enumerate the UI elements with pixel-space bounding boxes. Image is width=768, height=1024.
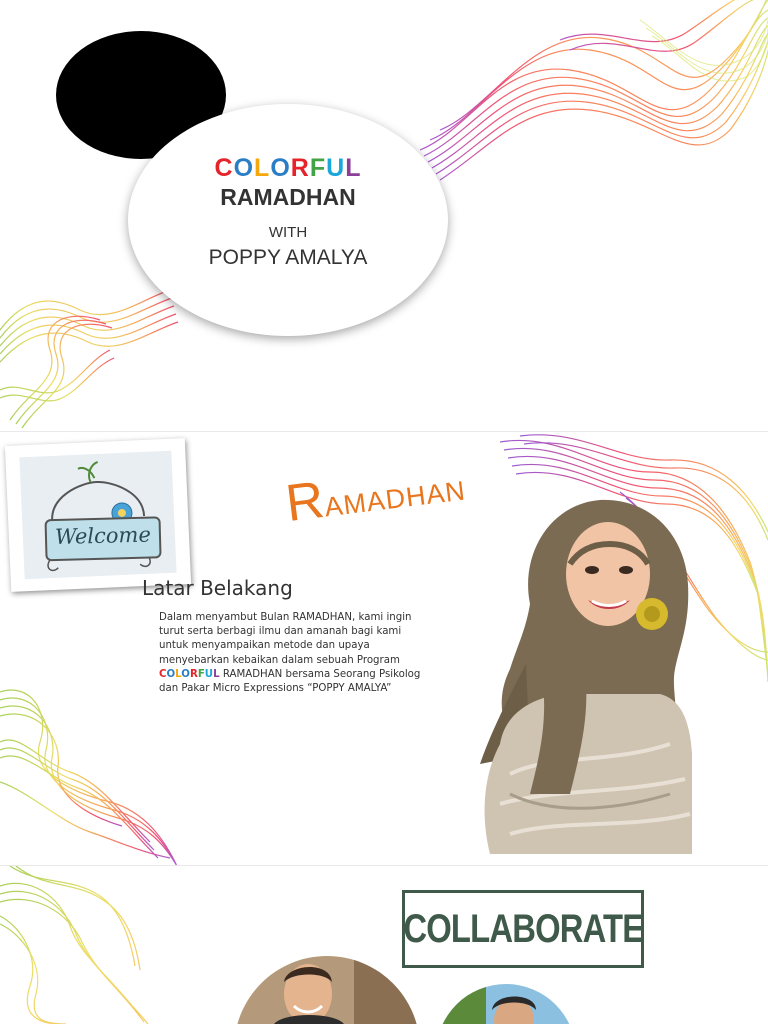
colorful-letter: F xyxy=(309,154,327,182)
section-heading: Latar Belakang xyxy=(142,576,293,600)
welcome-sign-text: Welcome xyxy=(54,522,152,550)
section-body xyxy=(159,611,421,696)
colorful-letter: O xyxy=(181,668,190,680)
presenter-photo xyxy=(470,494,695,854)
collaborate-text: COLLABORATE xyxy=(403,906,644,951)
with-label: WITH xyxy=(268,224,308,241)
body-part1: Dalam menyambut Bulan RAMADHAN, kami ingin turut serta berbagi ilmu dan amanah bagi kami untuk menyampaikan metode dan upaya menyebarkan kebaikan dalam sebuah Program xyxy=(159,612,412,666)
colorful-letter: O xyxy=(233,154,255,182)
colorful-letter: L xyxy=(254,154,271,182)
ramadhan-rest: AMADHAN xyxy=(322,475,468,523)
colorful-letter: F xyxy=(197,668,205,680)
ribbon-top-right xyxy=(410,0,768,200)
avatar-man-2 xyxy=(436,984,576,1024)
slide-background xyxy=(0,432,768,866)
welcome-sign-frame-icon xyxy=(19,451,176,580)
colorful-letter: U xyxy=(326,154,346,182)
ribbon-left-bottom xyxy=(0,682,180,866)
avatar-man-1 xyxy=(234,956,420,1024)
colorful-letter: O xyxy=(270,154,291,182)
ramadhan-heading xyxy=(283,453,469,534)
ribbon-left-3 xyxy=(0,866,150,1024)
colorful-letter: L xyxy=(213,668,220,680)
ribbon-left xyxy=(0,270,180,430)
colorful-letter: C xyxy=(159,668,167,680)
colorful-title xyxy=(128,154,448,183)
slide-cover xyxy=(0,0,768,432)
colorful-letter: C xyxy=(214,154,234,182)
ramadhan-title: RAMADHAN xyxy=(220,184,356,210)
body-colorful-word xyxy=(159,669,220,680)
colorful-letter: U xyxy=(204,668,214,680)
colorful-letter: L xyxy=(345,154,362,182)
collaborate-badge xyxy=(402,890,644,968)
ramadhan-initial: R xyxy=(282,470,328,534)
colorful-letter: O xyxy=(166,668,176,680)
slide-collaborate xyxy=(0,866,768,1024)
title-oval xyxy=(128,104,448,336)
colorful-letter: R xyxy=(189,668,198,680)
presenter-name: POPPY AMALYA xyxy=(208,246,368,269)
colorful-letter: R xyxy=(290,154,310,182)
colorful-letter: L xyxy=(175,668,182,680)
welcome-photo xyxy=(5,438,191,592)
welcome-photo-image xyxy=(19,451,176,580)
body-part2: RAMADHAN bersama Seorang Psikolog dan Pakar Micro Expressions “POPPY AMALYA” xyxy=(159,668,421,695)
welcome-sign xyxy=(45,516,162,561)
